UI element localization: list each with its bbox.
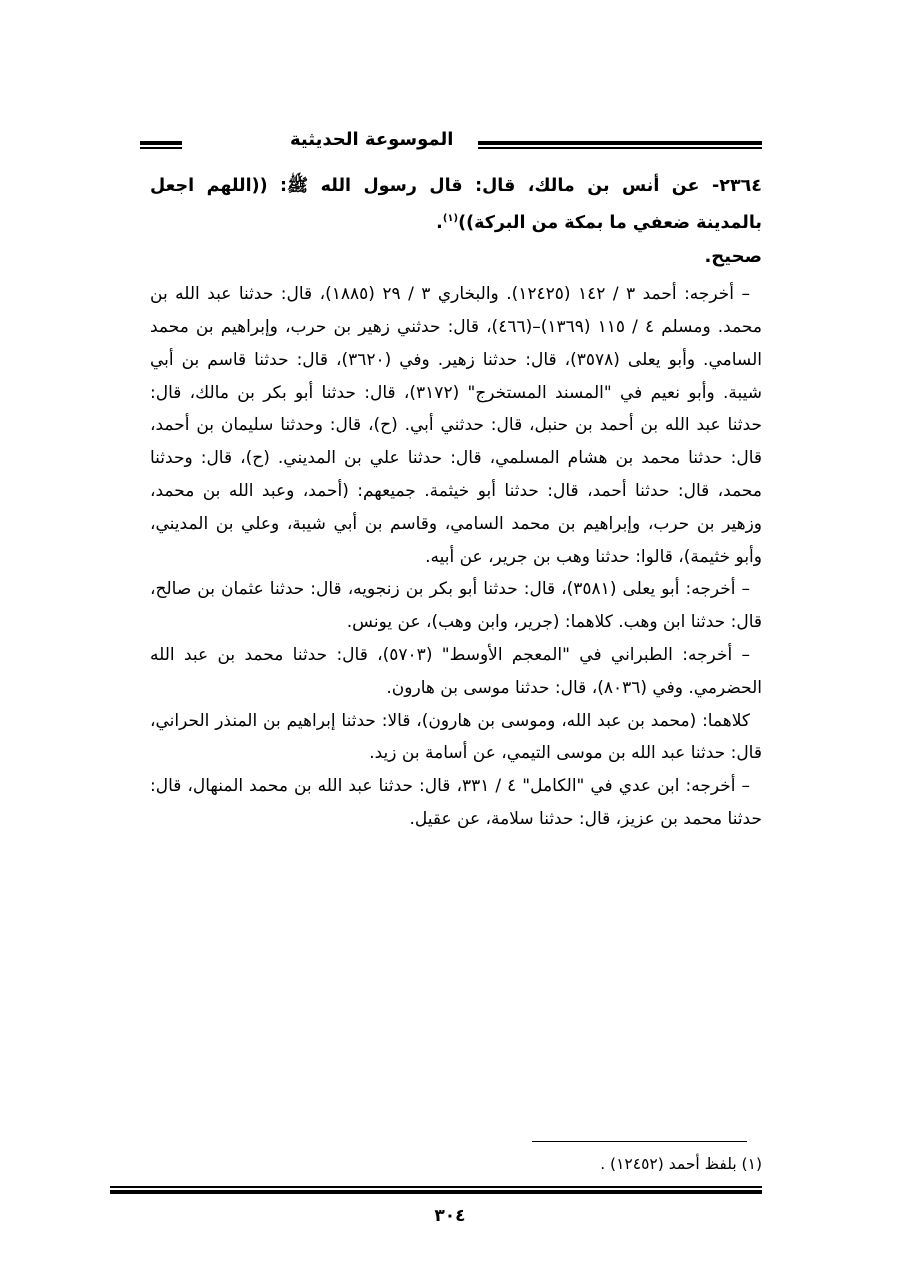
bottom-rule [110,1186,762,1194]
hadith-text: ٢٣٦٤- عن أنس بن مالك، قال: قال رسول الله ﷺ: ((اللهم اجعل بالمدينة ضعفي ما بمكة من البركة))$^{(١)}$. [150,176,762,233]
main-text [150,170,762,836]
takhrij-paragraph: كلاهما: (محمد بن عبد الله، وموسى بن هارون)، قالا: حدثنا إبراهيم بن المنذر الحراني، قال: حدثنا عبد الله بن موسى التيمي، عن أسامة بن زيد. [150,710,762,764]
header-title: الموسوعة الحديثية [290,129,454,150]
hadith-grade: صحيح. [704,246,762,268]
footnote-text: (١) بلفظ أحمد (١٢٤٥٢) . [600,1155,762,1173]
running-header [110,127,762,163]
takhrij-paragraph: – أخرجه: أبو يعلى (٣٥٨١)، قال: حدثنا أبو بكر بن زنجويه، قال: حدثنا عثمان بن صالح، قال: حدثنا ابن وهب. كلاهما: (جرير، وابن وهب)، عن يونس. [150,579,762,633]
header-rule-left [140,141,182,151]
header-rule-right [478,141,762,151]
takhrij-paragraph: – أخرجه: أحمد ٣ / ١٤٢ (١٢٤٢٥). والبخاري ٣ / ٢٩ (١٨٨٥)، قال: حدثنا عبد الله بن محمد. ومسلم ٤ / ١١٥ (١٣٦٩)–(٤٦٦)، قال: حدثني زهير بن حرب، وإبراهيم بن محمد السامي. وأبو يعلى (٣٥٧٨)، قال: حدثنا زهير. وفي (٣٦٢٠)، قال: حدثنا قاسم بن أبي شيبة. وأبو نعيم في "المسند المستخرج" (٣١٧٢)، قال: حدثنا أبو بكر بن مالك، قال: حدثنا عبد الله بن أحمد بن حنبل، قال: حدثني أبي. (ح)، قال: وحدثنا سليمان بن أحمد، قال: حدثنا محمد بن هشام المسلمي، قال: حدثنا علي بن المديني. (ح)، قال: وحدثنا محمد، قال: حدثنا أحمد، قال: حدثنا أبو خيثمة. جميعهم: (أحمد، وعبد الله بن محمد، وزهير بن حرب، وإبراهيم بن محمد السامي، وقاسم بن أبي شيبة، وعلي بن المديني، وأبو خثيمة)، قالوا: حدثنا وهب بن جرير، عن أبيه. [150,284,762,567]
page-number: ٣٠٤ [434,1206,466,1226]
takhrij-paragraph: – أخرجه: ابن عدي في "الكامل" ٤ / ٣٣١، قال: حدثنا عبد الله بن محمد المنهال، قال: حدثنا محمد بن عزيز، قال: حدثنا سلامة، عن عقيل. [150,776,762,829]
footnote-ref[interactable]: (١) [442,212,459,224]
takhrij-paragraph: – أخرجه: الطبراني في "المعجم الأوسط" (٥٧٠٣)، قال: حدثنا محمد بن عبد الله الحضرمي. وفي (٨٠٣٦)، قال: حدثنا موسى بن هارون. [150,644,762,698]
footnote-separator [532,1141,747,1142]
